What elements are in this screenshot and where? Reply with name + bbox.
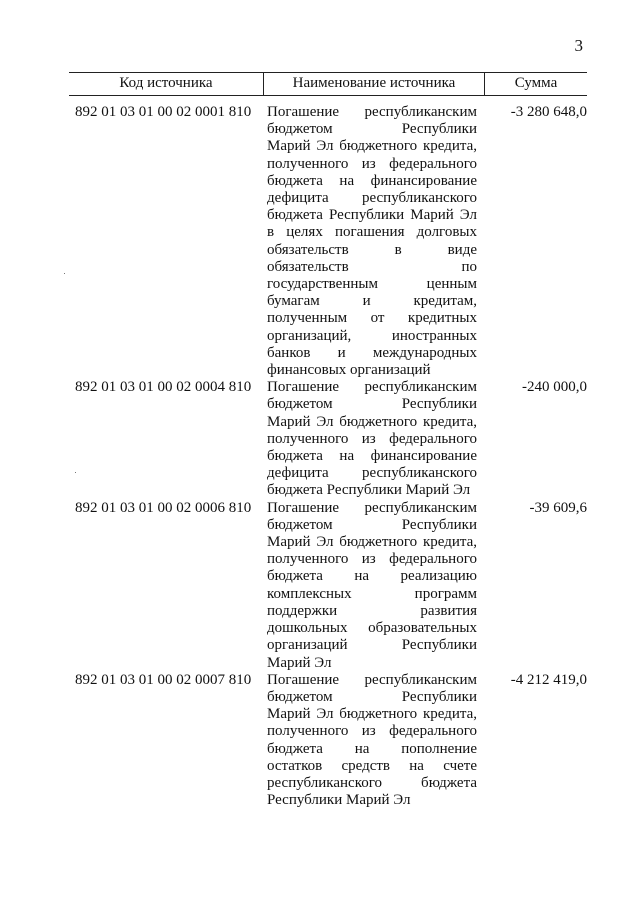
name-line: бюджетом Республики xyxy=(267,121,477,138)
name-line: банков и международных xyxy=(267,344,477,361)
name-line: бюджета Республики Марий Эл xyxy=(267,207,477,224)
name-line: финансовых организаций xyxy=(267,362,431,379)
name-line: поддержки развития xyxy=(267,602,477,619)
row-name xyxy=(267,104,481,379)
name-line: государственным ценным xyxy=(267,276,477,293)
name-line: полученного из федерального xyxy=(267,155,477,172)
name-line: бюджетом Республики xyxy=(267,688,477,705)
row-name xyxy=(267,500,481,672)
name-line: Марий Эл бюджетного кредита, xyxy=(267,413,477,430)
name-line: бюджета на финансирование xyxy=(267,448,477,465)
row-code: 892 01 03 01 00 02 0004 810 xyxy=(75,379,252,396)
table-row xyxy=(69,379,587,499)
table-header xyxy=(69,72,587,96)
row-name xyxy=(267,672,481,810)
row-sum: -3 280 648,0 xyxy=(510,104,587,120)
name-line: Республики Марий Эл xyxy=(267,792,411,809)
table-row xyxy=(69,500,587,672)
name-line: Погашение республиканским xyxy=(267,671,477,688)
name-line: полученного из федерального xyxy=(267,723,477,740)
name-line: остатков средств на счете xyxy=(267,757,477,774)
name-line: комплексных программ xyxy=(267,585,477,602)
name-line: Марий Эл бюджетного кредита, xyxy=(267,706,477,723)
name-line: обязательств в виде xyxy=(267,241,477,258)
name-line: Марий Эл бюджетного кредита, xyxy=(267,138,477,155)
name-line: дефицита республиканского xyxy=(267,465,477,482)
page-number: 3 xyxy=(574,36,583,55)
name-line: бюджетом Республики xyxy=(267,516,477,533)
name-line: дефицита республиканского xyxy=(267,190,477,207)
name-line: в целях погашения долговых xyxy=(267,224,477,241)
row-name xyxy=(267,379,481,499)
name-line: бумагам и кредитам, xyxy=(267,293,477,310)
sources-table xyxy=(69,72,587,809)
table-body xyxy=(69,96,587,809)
row-code: 892 01 03 01 00 02 0007 810 xyxy=(75,671,252,688)
row-sum: -4 212 419,0 xyxy=(510,671,587,688)
name-line: Марий Эл бюджетного кредита, xyxy=(267,534,477,551)
header-name: Наименование источника xyxy=(263,73,485,95)
name-line: Погашение республиканским xyxy=(267,379,477,396)
row-sum: -240 000,0 xyxy=(522,379,587,396)
name-line: Погашение республиканским xyxy=(267,499,477,516)
name-line: Погашение республиканским xyxy=(267,104,477,120)
name-line: бюджета Республики Марий Эл xyxy=(267,482,471,499)
name-line: Марий Эл xyxy=(267,654,332,671)
name-line: дошкольных образовательных xyxy=(267,620,477,637)
name-line: полученного из федерального xyxy=(267,551,477,568)
table-row xyxy=(69,104,587,379)
name-line: республиканского бюджета xyxy=(267,774,477,791)
name-line: полученным от кредитных xyxy=(267,310,477,327)
row-code: 892 01 03 01 00 02 0001 810 xyxy=(75,104,252,120)
name-line: обязательств по xyxy=(267,258,477,275)
name-line: организаций, иностранных xyxy=(267,327,477,344)
name-line: полученного из федерального xyxy=(267,430,477,447)
name-line: бюджета на реализацию xyxy=(267,568,477,585)
scan-artifact xyxy=(75,472,76,473)
row-code: 892 01 03 01 00 02 0006 810 xyxy=(75,499,252,516)
scan-artifact xyxy=(64,273,65,274)
name-line: бюджетом Республики xyxy=(267,396,477,413)
header-sum: Сумма xyxy=(514,75,558,91)
table-row xyxy=(69,672,587,810)
row-sum: -39 609,6 xyxy=(529,499,587,516)
name-line: организаций Республики xyxy=(267,637,477,654)
header-code: Код источника xyxy=(119,75,213,91)
name-line: бюджета на финансирование xyxy=(267,172,477,189)
name-line: бюджета на пополнение xyxy=(267,740,477,757)
